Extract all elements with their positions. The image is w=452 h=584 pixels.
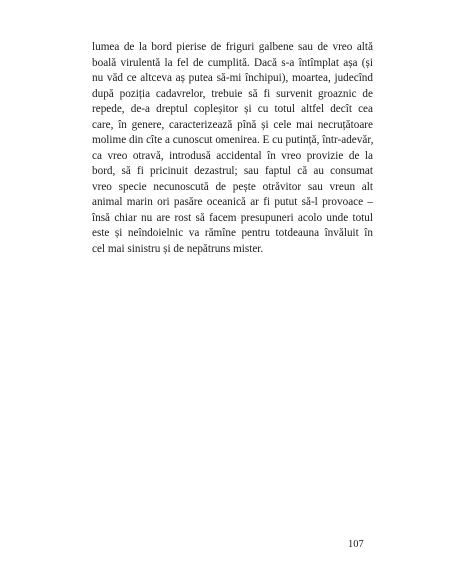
text-line-8: ca vreo otravă, introdusă accidental în vreo provizie de la (92, 149, 373, 162)
text-line-11: animal marin ori pasăre oceanică ar fi putut să-l provoace – (92, 196, 373, 208)
text-line-4: după poziția cadavrelor, trebuie să fi survenit groaznic de (92, 87, 373, 100)
text-line-3: nu văd ce altceva aș putea să-mi închipui), moartea, judecînd (92, 72, 373, 84)
page-number: 107 (348, 539, 364, 550)
text-line-10: vreo specie necunoscută de pește otrăvitor sau vreun alt (92, 180, 373, 193)
text-line-2: boală virulentă la fel de cumplită. Dacă s-a întîmplat așa (și (92, 56, 373, 69)
text-line-14: cel mai sinistru și de nepătruns mister. (92, 242, 264, 255)
text-line-6: care, în genere, caracterizează pînă și cele mai necruțătoare (92, 118, 373, 131)
text-line-13: este și neîndoielnic va rămîne pentru totdeauna învăluit în (92, 227, 373, 239)
text-line-5: repede, de-a dreptul copleșitor și cu totul altfel decît cea (92, 103, 373, 115)
text-line-9: bord, să fi pricinuit dezastrul; sau faptul că au consumat (92, 165, 373, 177)
text-line-1: lumea de la bord pierise de friguri galbene sau de vreo altă (92, 41, 373, 53)
text-line-12: însă chiar nu are rost să facem presupuneri acolo unde totul (92, 211, 373, 224)
text-line-7: molime din cîte a cunoscut omenirea. E cu putință, într-adevăr, (92, 134, 374, 146)
body-text (92, 40, 373, 257)
